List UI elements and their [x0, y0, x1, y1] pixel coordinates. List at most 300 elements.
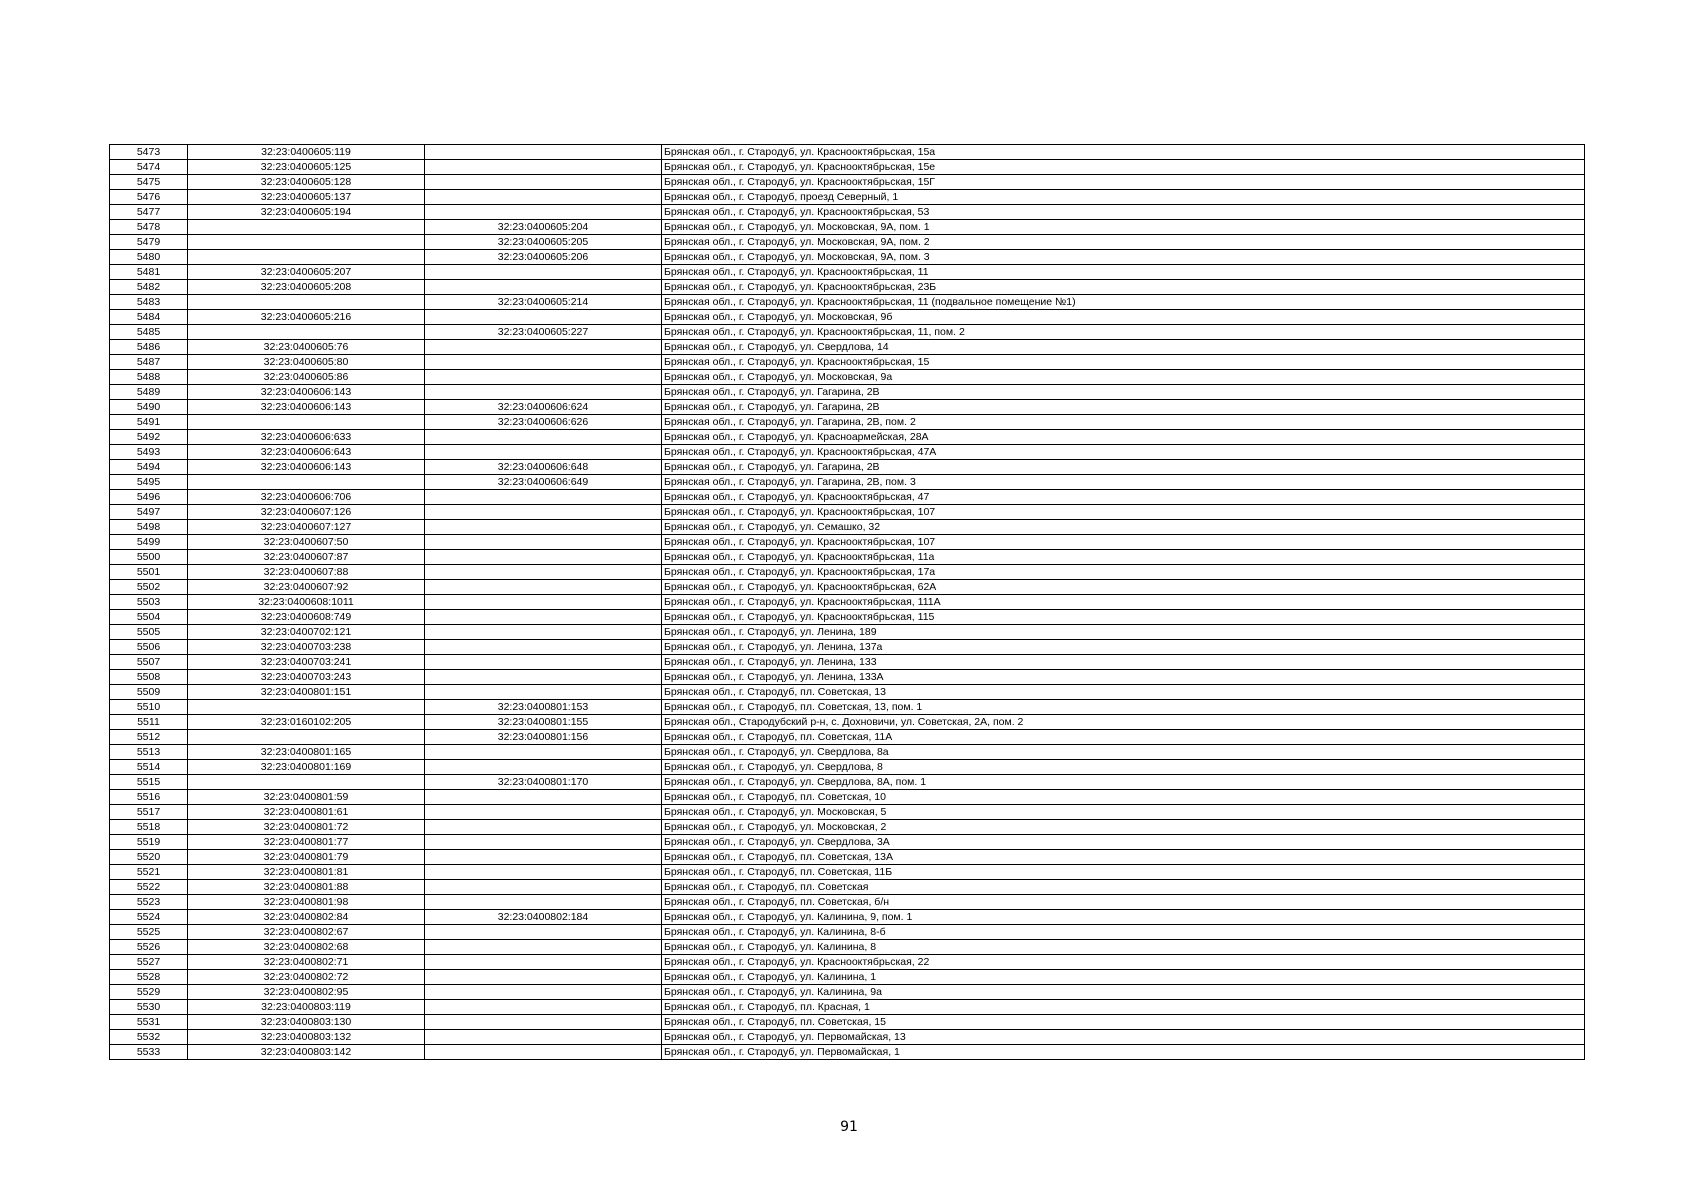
address-cell: Брянская обл., г. Стародуб, ул. Краснооктябрьская, 11	[662, 265, 1585, 280]
table-row	[110, 145, 1585, 160]
cadastral-number-room-cell: 32:23:0400606:648	[425, 460, 662, 475]
address-cell: Брянская обл., Стародубский р-н, с. Дохновичи, ул. Советская, 2А, пом. 2	[662, 715, 1585, 730]
table-row	[110, 760, 1585, 775]
cadastral-number-cell: 32:23:0400605:128	[188, 175, 425, 190]
row-number: 5493	[110, 445, 188, 460]
cadastral-number-cell: 32:23:0400607:126	[188, 505, 425, 520]
row-number: 5498	[110, 520, 188, 535]
address-cell: Брянская обл., г. Стародуб, ул. Московская, 5	[662, 805, 1585, 820]
row-number: 5473	[110, 145, 188, 160]
cadastral-number-cell: 32:23:0400801:59	[188, 790, 425, 805]
row-number: 5494	[110, 460, 188, 475]
address-cell: Брянская обл., г. Стародуб, ул. Гагарина, 2В	[662, 400, 1585, 415]
table-row	[110, 640, 1585, 655]
row-number: 5513	[110, 745, 188, 760]
address-cell: Брянская обл., г. Стародуб, проезд Северный, 1	[662, 190, 1585, 205]
cadastral-number-room-cell	[425, 1015, 662, 1030]
address-cell: Брянская обл., г. Стародуб, пл. Советская, б/н	[662, 895, 1585, 910]
cadastral-number-room-cell: 32:23:0400605:204	[425, 220, 662, 235]
cadastral-number-room-cell: 32:23:0400605:227	[425, 325, 662, 340]
table-row	[110, 805, 1585, 820]
row-number: 5533	[110, 1045, 188, 1060]
address-cell: Брянская обл., г. Стародуб, ул. Краснооктябрьская, 107	[662, 535, 1585, 550]
address-cell: Брянская обл., г. Стародуб, пл. Советская, 11А	[662, 730, 1585, 745]
cadastral-number-room-cell	[425, 430, 662, 445]
row-number: 5531	[110, 1015, 188, 1030]
cadastral-number-cell: 32:23:0400702:121	[188, 625, 425, 640]
cadastral-number-room-cell	[425, 955, 662, 970]
cadastral-number-room-cell	[425, 580, 662, 595]
address-cell: Брянская обл., г. Стародуб, ул. Калинина, 1	[662, 970, 1585, 985]
table-row	[110, 1015, 1585, 1030]
row-number: 5506	[110, 640, 188, 655]
row-number: 5492	[110, 430, 188, 445]
table-row	[110, 340, 1585, 355]
address-cell: Брянская обл., г. Стародуб, ул. Калинина, 8-б	[662, 925, 1585, 940]
table-row	[110, 520, 1585, 535]
row-number: 5510	[110, 700, 188, 715]
address-cell: Брянская обл., г. Стародуб, ул. Гагарина, 2В, пом. 3	[662, 475, 1585, 490]
table-row	[110, 190, 1585, 205]
cadastral-number-room-cell: 32:23:0400606:624	[425, 400, 662, 415]
cadastral-number-room-cell	[425, 820, 662, 835]
cadastral-number-room-cell: 32:23:0400605:206	[425, 250, 662, 265]
cadastral-number-room-cell	[425, 355, 662, 370]
table-row	[110, 400, 1585, 415]
row-number: 5486	[110, 340, 188, 355]
row-number: 5484	[110, 310, 188, 325]
row-number: 5517	[110, 805, 188, 820]
table-row	[110, 325, 1585, 340]
address-cell: Брянская обл., г. Стародуб, ул. Свердлова, 14	[662, 340, 1585, 355]
cadastral-number-room-cell: 32:23:0400802:184	[425, 910, 662, 925]
cadastral-number-cell: 32:23:0400608:749	[188, 610, 425, 625]
cadastral-number-room-cell	[425, 970, 662, 985]
row-number: 5518	[110, 820, 188, 835]
table-row	[110, 820, 1585, 835]
table-row	[110, 610, 1585, 625]
address-cell: Брянская обл., г. Стародуб, ул. Гагарина, 2В, пом. 2	[662, 415, 1585, 430]
cadastral-number-room-cell	[425, 760, 662, 775]
row-number: 5509	[110, 685, 188, 700]
cadastral-number-room-cell	[425, 745, 662, 760]
cadastral-number-room-cell	[425, 835, 662, 850]
row-number: 5516	[110, 790, 188, 805]
address-cell: Брянская обл., г. Стародуб, ул. Ленина, 133	[662, 655, 1585, 670]
cadastral-number-cell: 32:23:0400605:119	[188, 145, 425, 160]
table-row	[110, 955, 1585, 970]
cadastral-number-room-cell	[425, 625, 662, 640]
row-number: 5532	[110, 1030, 188, 1045]
table-row	[110, 925, 1585, 940]
table-row	[110, 775, 1585, 790]
cadastral-number-cell	[188, 250, 425, 265]
address-cell: Брянская обл., г. Стародуб, ул. Московская, 9А, пом. 2	[662, 235, 1585, 250]
address-cell: Брянская обл., г. Стародуб, пл. Красная, 1	[662, 1000, 1585, 1015]
address-cell: Брянская обл., г. Стародуб, ул. Гагарина, 2В	[662, 385, 1585, 400]
cadastral-number-cell: 32:23:0400606:143	[188, 460, 425, 475]
cadastral-number-cell: 32:23:0400801:61	[188, 805, 425, 820]
cadastral-number-room-cell	[425, 850, 662, 865]
table-row	[110, 700, 1585, 715]
cadastral-number-cell: 32:23:0400801:165	[188, 745, 425, 760]
row-number: 5501	[110, 565, 188, 580]
row-number: 5477	[110, 205, 188, 220]
row-number: 5481	[110, 265, 188, 280]
table-row	[110, 490, 1585, 505]
table-row	[110, 850, 1585, 865]
address-cell: Брянская обл., г. Стародуб, ул. Калинина, 9а	[662, 985, 1585, 1000]
table-row	[110, 910, 1585, 925]
table-row	[110, 685, 1585, 700]
table-row	[110, 1030, 1585, 1045]
address-cell: Брянская обл., г. Стародуб, ул. Калинина, 9, пом. 1	[662, 910, 1585, 925]
table-row	[110, 445, 1585, 460]
address-cell: Брянская обл., г. Стародуб, ул. Краснооктябрьская, 15Г	[662, 175, 1585, 190]
address-cell: Брянская обл., г. Стародуб, ул. Калинина, 8	[662, 940, 1585, 955]
table-row	[110, 505, 1585, 520]
cadastral-number-cell: 32:23:0400803:132	[188, 1030, 425, 1045]
cadastral-number-room-cell	[425, 385, 662, 400]
table-row	[110, 160, 1585, 175]
row-number: 5482	[110, 280, 188, 295]
cadastral-number-room-cell	[425, 505, 662, 520]
cadastral-number-room-cell	[425, 550, 662, 565]
cadastral-number-cell: 32:23:0400605:194	[188, 205, 425, 220]
cadastral-number-cell: 32:23:0400607:50	[188, 535, 425, 550]
cadastral-number-cell: 32:23:0400801:79	[188, 850, 425, 865]
table-row	[110, 385, 1585, 400]
table-row	[110, 880, 1585, 895]
address-cell: Брянская обл., г. Стародуб, ул. Ленина, 133А	[662, 670, 1585, 685]
table-row	[110, 280, 1585, 295]
cadastral-number-room-cell	[425, 520, 662, 535]
cadastral-number-cell	[188, 475, 425, 490]
row-number: 5525	[110, 925, 188, 940]
row-number: 5507	[110, 655, 188, 670]
cadastral-number-room-cell	[425, 595, 662, 610]
cadastral-number-cell: 32:23:0400802:72	[188, 970, 425, 985]
table-row	[110, 205, 1585, 220]
address-cell: Брянская обл., г. Стародуб, ул. Краснооктябрьская, 11 (подвальное помещение №1)	[662, 295, 1585, 310]
cadastral-number-cell: 32:23:0400605:208	[188, 280, 425, 295]
row-number: 5505	[110, 625, 188, 640]
table-row	[110, 1000, 1585, 1015]
row-number: 5527	[110, 955, 188, 970]
cadastral-number-room-cell	[425, 205, 662, 220]
table-row	[110, 370, 1585, 385]
cadastral-number-room-cell	[425, 280, 662, 295]
cadastral-number-cell: 32:23:0400605:216	[188, 310, 425, 325]
cadastral-number-room-cell	[425, 1030, 662, 1045]
address-cell: Брянская обл., г. Стародуб, ул. Свердлова, 3А	[662, 835, 1585, 850]
row-number: 5520	[110, 850, 188, 865]
cadastral-number-room-cell	[425, 145, 662, 160]
address-cell: Брянская обл., г. Стародуб, ул. Краснооктябрьская, 53	[662, 205, 1585, 220]
table-row	[110, 715, 1585, 730]
row-number: 5474	[110, 160, 188, 175]
table-row	[110, 790, 1585, 805]
cadastral-number-room-cell	[425, 535, 662, 550]
address-cell: Брянская обл., г. Стародуб, пл. Советская, 13, пом. 1	[662, 700, 1585, 715]
table-row	[110, 595, 1585, 610]
cadastral-number-room-cell	[425, 1000, 662, 1015]
table-row	[110, 475, 1585, 490]
table-row	[110, 745, 1585, 760]
cadastral-number-room-cell	[425, 790, 662, 805]
cadastral-number-cell: 32:23:0400606:706	[188, 490, 425, 505]
cadastral-number-cell: 32:23:0400605:80	[188, 355, 425, 370]
address-cell: Брянская обл., г. Стародуб, пл. Советская, 13	[662, 685, 1585, 700]
row-number: 5521	[110, 865, 188, 880]
cadastral-number-cell	[188, 415, 425, 430]
address-cell: Брянская обл., г. Стародуб, ул. Краснооктябрьская, 15а	[662, 145, 1585, 160]
row-number: 5487	[110, 355, 188, 370]
cadastral-number-cell: 32:23:0400801:98	[188, 895, 425, 910]
address-cell: Брянская обл., г. Стародуб, ул. Краснооктябрьская, 11, пом. 2	[662, 325, 1585, 340]
address-cell: Брянская обл., г. Стародуб, пл. Советская, 11Б	[662, 865, 1585, 880]
cadastral-number-room-cell	[425, 175, 662, 190]
cadastral-number-cell: 32:23:0400605:207	[188, 265, 425, 280]
row-number: 5526	[110, 940, 188, 955]
row-number: 5503	[110, 595, 188, 610]
address-cell: Брянская обл., г. Стародуб, ул. Краснооктябрьская, 115	[662, 610, 1585, 625]
cadastral-number-cell: 32:23:0400703:241	[188, 655, 425, 670]
table-row	[110, 535, 1585, 550]
row-number: 5519	[110, 835, 188, 850]
address-cell: Брянская обл., г. Стародуб, пл. Советская, 10	[662, 790, 1585, 805]
register-table	[109, 144, 1585, 1060]
cadastral-number-room-cell	[425, 685, 662, 700]
cadastral-number-cell: 32:23:0400605:125	[188, 160, 425, 175]
cadastral-number-cell	[188, 220, 425, 235]
table-row	[110, 220, 1585, 235]
row-number: 5497	[110, 505, 188, 520]
address-cell: Брянская обл., г. Стародуб, ул. Свердлова, 8а	[662, 745, 1585, 760]
address-cell: Брянская обл., г. Стародуб, ул. Свердлова, 8А, пом. 1	[662, 775, 1585, 790]
row-number: 5485	[110, 325, 188, 340]
table-row	[110, 580, 1585, 595]
cadastral-number-cell: 32:23:0400803:119	[188, 1000, 425, 1015]
cadastral-number-cell: 32:23:0400607:88	[188, 565, 425, 580]
cadastral-number-room-cell	[425, 610, 662, 625]
table-row	[110, 295, 1585, 310]
cadastral-number-cell: 32:23:0400801:72	[188, 820, 425, 835]
address-cell: Брянская обл., г. Стародуб, ул. Краснооктябрьская, 15е	[662, 160, 1585, 175]
table-row	[110, 430, 1585, 445]
row-number: 5528	[110, 970, 188, 985]
table-row	[110, 625, 1585, 640]
cadastral-number-cell: 32:23:0400703:243	[188, 670, 425, 685]
table-row	[110, 175, 1585, 190]
cadastral-number-room-cell: 32:23:0400801:155	[425, 715, 662, 730]
address-cell: Брянская обл., г. Стародуб, ул. Гагарина, 2В	[662, 460, 1585, 475]
address-cell: Брянская обл., г. Стародуб, ул. Краснооктябрьская, 11а	[662, 550, 1585, 565]
cadastral-number-room-cell	[425, 490, 662, 505]
table-row	[110, 655, 1585, 670]
row-number: 5523	[110, 895, 188, 910]
cadastral-number-room-cell	[425, 565, 662, 580]
row-number: 5512	[110, 730, 188, 745]
table-row	[110, 895, 1585, 910]
row-number: 5522	[110, 880, 188, 895]
cadastral-number-cell: 32:23:0400801:77	[188, 835, 425, 850]
cadastral-number-room-cell	[425, 895, 662, 910]
row-number: 5511	[110, 715, 188, 730]
cadastral-number-room-cell: 32:23:0400801:153	[425, 700, 662, 715]
address-cell: Брянская обл., г. Стародуб, ул. Московская, 2	[662, 820, 1585, 835]
cadastral-number-room-cell: 32:23:0400606:626	[425, 415, 662, 430]
cadastral-number-cell: 32:23:0400605:137	[188, 190, 425, 205]
row-number: 5524	[110, 910, 188, 925]
row-number: 5480	[110, 250, 188, 265]
cadastral-number-cell: 32:23:0400802:84	[188, 910, 425, 925]
cadastral-number-room-cell	[425, 670, 662, 685]
row-number: 5515	[110, 775, 188, 790]
row-number: 5508	[110, 670, 188, 685]
address-cell: Брянская обл., г. Стародуб, ул. Ленина, 189	[662, 625, 1585, 640]
table-row	[110, 835, 1585, 850]
address-cell: Брянская обл., г. Стародуб, ул. Красноармейская, 28А	[662, 430, 1585, 445]
address-cell: Брянская обл., г. Стародуб, пл. Советская	[662, 880, 1585, 895]
address-cell: Брянская обл., г. Стародуб, ул. Ленина, 137а	[662, 640, 1585, 655]
cadastral-number-cell: 32:23:0400605:76	[188, 340, 425, 355]
table-row	[110, 940, 1585, 955]
table-row	[110, 985, 1585, 1000]
cadastral-number-cell	[188, 235, 425, 250]
cadastral-number-cell	[188, 700, 425, 715]
cadastral-number-room-cell	[425, 265, 662, 280]
cadastral-number-room-cell: 32:23:0400605:205	[425, 235, 662, 250]
table-row	[110, 550, 1585, 565]
row-number: 5476	[110, 190, 188, 205]
table-row	[110, 250, 1585, 265]
cadastral-number-room-cell	[425, 1045, 662, 1060]
cadastral-number-cell: 32:23:0400802:95	[188, 985, 425, 1000]
row-number: 5483	[110, 295, 188, 310]
cadastral-number-cell: 32:23:0400607:92	[188, 580, 425, 595]
cadastral-number-cell: 32:23:0400605:86	[188, 370, 425, 385]
cadastral-number-cell: 32:23:0400801:81	[188, 865, 425, 880]
cadastral-number-room-cell	[425, 805, 662, 820]
row-number: 5502	[110, 580, 188, 595]
cadastral-number-cell: 32:23:0400607:127	[188, 520, 425, 535]
address-cell: Брянская обл., г. Стародуб, пл. Советская, 15	[662, 1015, 1585, 1030]
cadastral-number-cell	[188, 775, 425, 790]
cadastral-number-cell: 32:23:0400802:71	[188, 955, 425, 970]
cadastral-number-cell	[188, 730, 425, 745]
row-number: 5488	[110, 370, 188, 385]
address-cell: Брянская обл., г. Стародуб, ул. Семашко, 32	[662, 520, 1585, 535]
cadastral-number-room-cell: 32:23:0400801:156	[425, 730, 662, 745]
cadastral-number-room-cell	[425, 340, 662, 355]
row-number: 5479	[110, 235, 188, 250]
row-number: 5529	[110, 985, 188, 1000]
address-cell: Брянская обл., г. Стародуб, ул. Московская, 9а	[662, 370, 1585, 385]
address-cell: Брянская обл., г. Стародуб, ул. Краснооктябрьская, 47А	[662, 445, 1585, 460]
address-cell: Брянская обл., г. Стародуб, ул. Первомайская, 1	[662, 1045, 1585, 1060]
row-number: 5489	[110, 385, 188, 400]
row-number: 5495	[110, 475, 188, 490]
cadastral-number-cell: 32:23:0400801:151	[188, 685, 425, 700]
row-number: 5499	[110, 535, 188, 550]
cadastral-number-cell: 32:23:0400802:68	[188, 940, 425, 955]
row-number: 5496	[110, 490, 188, 505]
cadastral-number-cell: 32:23:0400803:130	[188, 1015, 425, 1030]
cadastral-number-room-cell: 32:23:0400801:170	[425, 775, 662, 790]
cadastral-number-cell: 32:23:0400606:143	[188, 385, 425, 400]
cadastral-number-room-cell	[425, 655, 662, 670]
cadastral-number-cell: 32:23:0400608:1011	[188, 595, 425, 610]
row-number: 5491	[110, 415, 188, 430]
cadastral-number-room-cell	[425, 190, 662, 205]
cadastral-number-room-cell	[425, 985, 662, 1000]
address-cell: Брянская обл., г. Стародуб, ул. Краснооктябрьская, 107	[662, 505, 1585, 520]
cadastral-number-cell: 32:23:0400703:238	[188, 640, 425, 655]
row-number: 5500	[110, 550, 188, 565]
cadastral-number-room-cell: 32:23:0400606:649	[425, 475, 662, 490]
cadastral-number-room-cell	[425, 640, 662, 655]
cadastral-number-cell: 32:23:0400606:643	[188, 445, 425, 460]
table-row	[110, 310, 1585, 325]
cadastral-number-room-cell: 32:23:0400605:214	[425, 295, 662, 310]
row-number: 5478	[110, 220, 188, 235]
cadastral-number-room-cell	[425, 370, 662, 385]
table-row	[110, 865, 1585, 880]
cadastral-number-room-cell	[425, 445, 662, 460]
address-cell: Брянская обл., г. Стародуб, ул. Московская, 9б	[662, 310, 1585, 325]
table-row	[110, 565, 1585, 580]
table-row	[110, 235, 1585, 250]
cadastral-number-cell	[188, 295, 425, 310]
address-cell: Брянская обл., г. Стародуб, ул. Московская, 9А, пом. 1	[662, 220, 1585, 235]
address-cell: Брянская обл., г. Стародуб, ул. Первомайская, 13	[662, 1030, 1585, 1045]
cadastral-number-room-cell	[425, 925, 662, 940]
cadastral-number-cell: 32:23:0160102:205	[188, 715, 425, 730]
cadastral-number-room-cell	[425, 940, 662, 955]
register-table-body	[110, 145, 1585, 1060]
cadastral-number-cell: 32:23:0400801:169	[188, 760, 425, 775]
cadastral-number-cell	[188, 325, 425, 340]
table-row	[110, 460, 1585, 475]
row-number: 5514	[110, 760, 188, 775]
address-cell: Брянская обл., г. Стародуб, ул. Свердлова, 8	[662, 760, 1585, 775]
table-row	[110, 415, 1585, 430]
row-number: 5475	[110, 175, 188, 190]
cadastral-number-room-cell	[425, 880, 662, 895]
address-cell: Брянская обл., г. Стародуб, ул. Краснооктябрьская, 47	[662, 490, 1585, 505]
cadastral-number-cell: 32:23:0400803:142	[188, 1045, 425, 1060]
address-cell: Брянская обл., г. Стародуб, ул. Краснооктябрьская, 23Б	[662, 280, 1585, 295]
cadastral-number-room-cell	[425, 160, 662, 175]
address-cell: Брянская обл., г. Стародуб, ул. Краснооктябрьская, 15	[662, 355, 1585, 370]
address-cell: Брянская обл., г. Стародуб, ул. Московская, 9А, пом. 3	[662, 250, 1585, 265]
table-row	[110, 970, 1585, 985]
cadastral-number-room-cell	[425, 310, 662, 325]
row-number: 5530	[110, 1000, 188, 1015]
table-row	[110, 265, 1585, 280]
table-row	[110, 730, 1585, 745]
address-cell: Брянская обл., г. Стародуб, ул. Краснооктябрьская, 111А	[662, 595, 1585, 610]
cadastral-number-cell: 32:23:0400607:87	[188, 550, 425, 565]
table-row	[110, 355, 1585, 370]
table-row	[110, 1045, 1585, 1060]
table-row	[110, 670, 1585, 685]
cadastral-number-cell: 32:23:0400802:67	[188, 925, 425, 940]
address-cell: Брянская обл., г. Стародуб, ул. Краснооктябрьская, 17а	[662, 565, 1585, 580]
cadastral-number-cell: 32:23:0400606:633	[188, 430, 425, 445]
row-number: 5504	[110, 610, 188, 625]
